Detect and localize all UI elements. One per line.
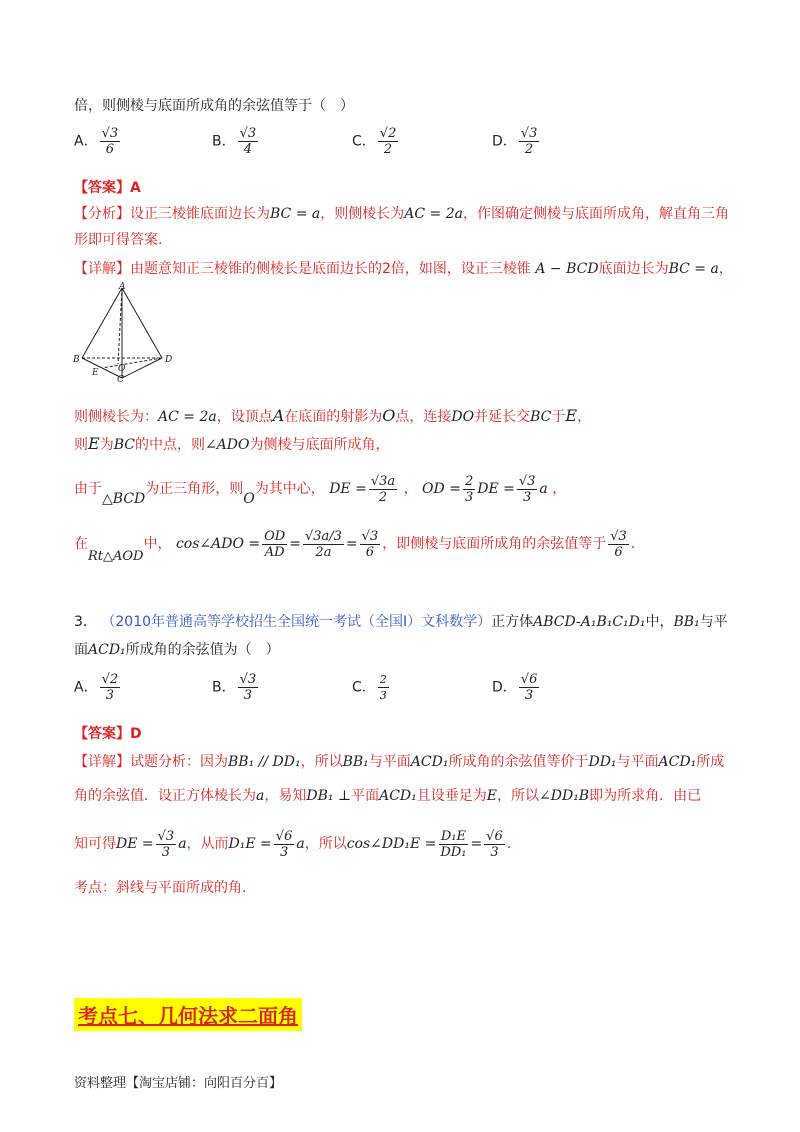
pyramid-figure [70,282,182,382]
option-label: C． [352,679,376,696]
math: DD₁ [588,754,617,770]
option-label: A． [74,133,98,150]
q2-option-a [74,126,122,157]
text: 与平面 [616,754,659,770]
math: BC = a [270,206,321,222]
option-label: A． [74,679,98,696]
text: 为 [99,437,114,453]
text: 在底面的射影为 [284,409,383,425]
q3-kaodian: 考点：斜线与平面所成的角. [74,880,247,896]
frac-num: √3 [610,528,627,544]
option-label: B． [212,679,236,696]
math: BB₁ [673,614,700,630]
frac-den: 3 [279,844,289,860]
frac-den: 2 [378,489,388,505]
math: ∠DD₁B [539,788,590,804]
option-label: B． [212,133,236,150]
text: 的中点，则 [134,437,205,453]
text: . [506,836,512,852]
frac-num: √3a/3 [304,528,342,544]
label-a: A [119,282,126,292]
math: a [539,481,548,497]
edge-ad [122,288,162,358]
math: BC [530,409,552,425]
frac-num: √3a [370,473,396,489]
text: 平面 [351,788,380,804]
frac-den: 2 [524,142,534,157]
q3-detail-line2 [74,786,701,806]
frac-den: AD [264,544,285,560]
text: ，作图确定侧棱与底面所成角，解直角三角 [462,206,729,222]
frac-den: 2 [383,142,393,157]
label-d: D [165,355,173,365]
math: a [178,836,187,852]
frac-num: √3 [239,126,257,141]
text: ，所以 [300,754,343,770]
q3-option-d [492,672,541,703]
q2-detail-line3 [74,434,390,455]
text: 与平面 [368,754,411,770]
math: E [88,434,100,453]
q3-detail-line1 [74,752,724,772]
q2-answer: 【答案】A [74,180,141,196]
frac-num: √2 [101,672,119,687]
frac-num: √2 [379,126,397,141]
text: ， [552,481,567,497]
text: 于 [551,409,566,425]
option-label: D． [492,679,517,696]
frac-num: √3 [520,126,538,141]
frac-num: √6 [275,828,293,844]
frac-den: 6 [105,142,114,157]
text: 所成角的余弦值为（ ） [125,642,280,658]
frac-den: 6 [614,544,623,560]
text: 中， [645,614,674,630]
q2-detail-line5: 在Rt△AOD中， cos∠ADO = $\frac{OD}{AD}$ = $\frac{√3a/3}{2a}$ = $\frac{√3}{6}$ ，即侧棱与底面所成角的余弦值等于 $\frac{√3}{6}$ . [74,528,636,564]
math: OD = [422,481,461,497]
frac-num: √3 [157,828,175,844]
text: 则侧棱长为： [74,409,158,425]
edge-ab [82,288,122,358]
math: DE = [329,481,367,497]
frac-den: 3 [522,489,532,505]
frac-den: 3 [243,688,253,703]
text: 与平 [699,614,728,630]
q2-option-c [352,126,400,157]
label-b: B [73,355,80,365]
text: 知可得 [74,836,116,852]
frac-num: 2 [379,673,387,686]
math: ACD₁ [88,642,126,658]
text: 为侧棱与底面所成角， [249,437,390,453]
text: . [630,536,636,552]
q2-stem: 倍，则侧棱与底面所成角的余弦值等于（ ） [74,98,354,114]
math: BC [113,437,135,453]
q2-detail-line1 [74,259,733,279]
q3-option-c [352,672,391,703]
math: △BCD [102,491,146,507]
frac-num: √3 [518,473,536,489]
text: ，易知 [264,788,307,804]
text: 即为所求角．由已 [589,788,702,804]
frac-den: 3 [161,844,171,860]
frac-den: 3 [105,688,114,703]
text: 为正三角形，则 [145,481,244,497]
frac-den: 3 [464,489,474,505]
q3-stem-line2 [74,640,280,660]
question-source: （2010年普通高等学校招生全国统一考试（全国Ⅰ）文科数学） [101,614,492,630]
math: D₁E = [228,836,272,852]
math: ACD₁ [410,754,449,770]
q2-option-b [212,126,260,157]
q3-answer: 【答案】D [74,726,142,742]
math: AC = 2a [158,409,217,425]
text: 所成 [696,754,725,770]
math: E [486,788,498,804]
text: 在 [74,536,88,552]
frac-num: √3 [239,672,257,687]
math: Rt△AOD [88,549,144,564]
frac-num: √6 [520,672,538,687]
q3-option-b [212,672,260,703]
q3-stem-line1 [74,612,728,632]
text: ，所以 [497,788,540,804]
math: ABCD-A₁B₁C₁D₁ [533,614,646,630]
text: ，则侧棱长为 [320,206,405,222]
frac-num: OD [264,528,286,544]
q2-option-d [492,126,541,157]
math: A [272,406,285,425]
math: E [565,406,578,425]
frac-num: 2 [464,473,474,489]
text: ，即侧棱与底面所成角的余弦值等于 [382,536,607,552]
math: AC = 2a [404,206,463,222]
frac-num: √3 [361,528,379,544]
math: DB₁ ⊥ [306,788,352,804]
frac-den: 3 [379,689,387,702]
text: ，所以 [304,836,347,852]
math: cos∠ADO = [175,536,261,552]
option-label: C． [352,133,376,150]
edge-ao [118,288,122,364]
text: 所成角的余弦值等价于 [448,754,589,770]
option-label: D． [492,133,517,150]
math: DE = [116,836,154,852]
frac-den: 6 [365,544,375,560]
q3-detail-line3 [74,822,511,866]
text: ，从而 [186,836,229,852]
q2-detail-line4 [74,472,566,516]
text: 且设垂足为 [416,788,487,804]
math: BB₁ [342,754,369,770]
frac-den: 4 [243,142,253,157]
math: a [296,836,305,852]
q2-analysis-line1 [74,204,729,224]
math: a [256,788,265,804]
text: 面 [74,642,88,658]
edge-bc [82,358,122,378]
q3-option-a [74,672,122,703]
frac-num: D₁E [440,828,466,844]
text: 则 [74,437,88,453]
text: 由于 [74,481,102,497]
label-e: E [92,368,99,378]
q2-analysis-line2: 形即可得答案. [74,232,163,248]
frac-num: √6 [486,828,503,844]
math: O [243,491,255,507]
text: 底面边长为 [598,261,669,277]
math: ∠ADO [204,437,250,453]
math: O [382,406,396,425]
text: 【详解】试题分析：因为 [74,754,228,770]
math: DO [451,409,475,425]
frac-den: DD₁ [440,844,467,860]
frac-den: 3 [490,844,499,860]
analysis-tag: 【分析】 [74,206,130,222]
text: ， [577,409,592,425]
question-number: 3． [74,614,97,630]
math: ACD₁ [658,754,697,770]
math: BC = a [668,261,719,277]
math: cos∠DD₁E = [346,836,437,852]
text: 角的余弦值．设正方体棱长为 [74,788,256,804]
math: DE = [477,481,515,497]
frac-num: √3 [101,126,119,141]
label-o: O [118,364,126,374]
detail-tag: 【详解】 [74,261,130,277]
text: 为其中心， [254,481,325,497]
text: ，设顶点 [216,409,273,425]
text: ， [403,481,418,497]
text: 点，连接 [395,409,452,425]
text: 并延长交 [474,409,531,425]
math: ACD₁ [379,788,417,804]
q2-detail-line2 [74,406,591,427]
math: = [470,836,483,852]
text: 由题意知正三棱锥的侧棱长是底面边长的2倍，如图，设正三棱锥 [130,261,531,277]
text: ， [718,261,733,277]
frac-den: 2a [315,544,332,560]
text: 正方体 [491,614,534,630]
page-footer: 资料整理【淘宝店铺：向阳百分百】 [74,1076,283,1091]
text: 中， [143,536,172,552]
math: BB₁ // DD₁ [228,754,301,770]
text: 设正三棱锥底面边长为 [130,206,270,222]
math: A − BCD [535,261,599,277]
frac-den: 3 [524,688,534,703]
section-heading: 考点七、几何法求二面角 [74,998,302,1031]
label-c: C [117,375,124,382]
